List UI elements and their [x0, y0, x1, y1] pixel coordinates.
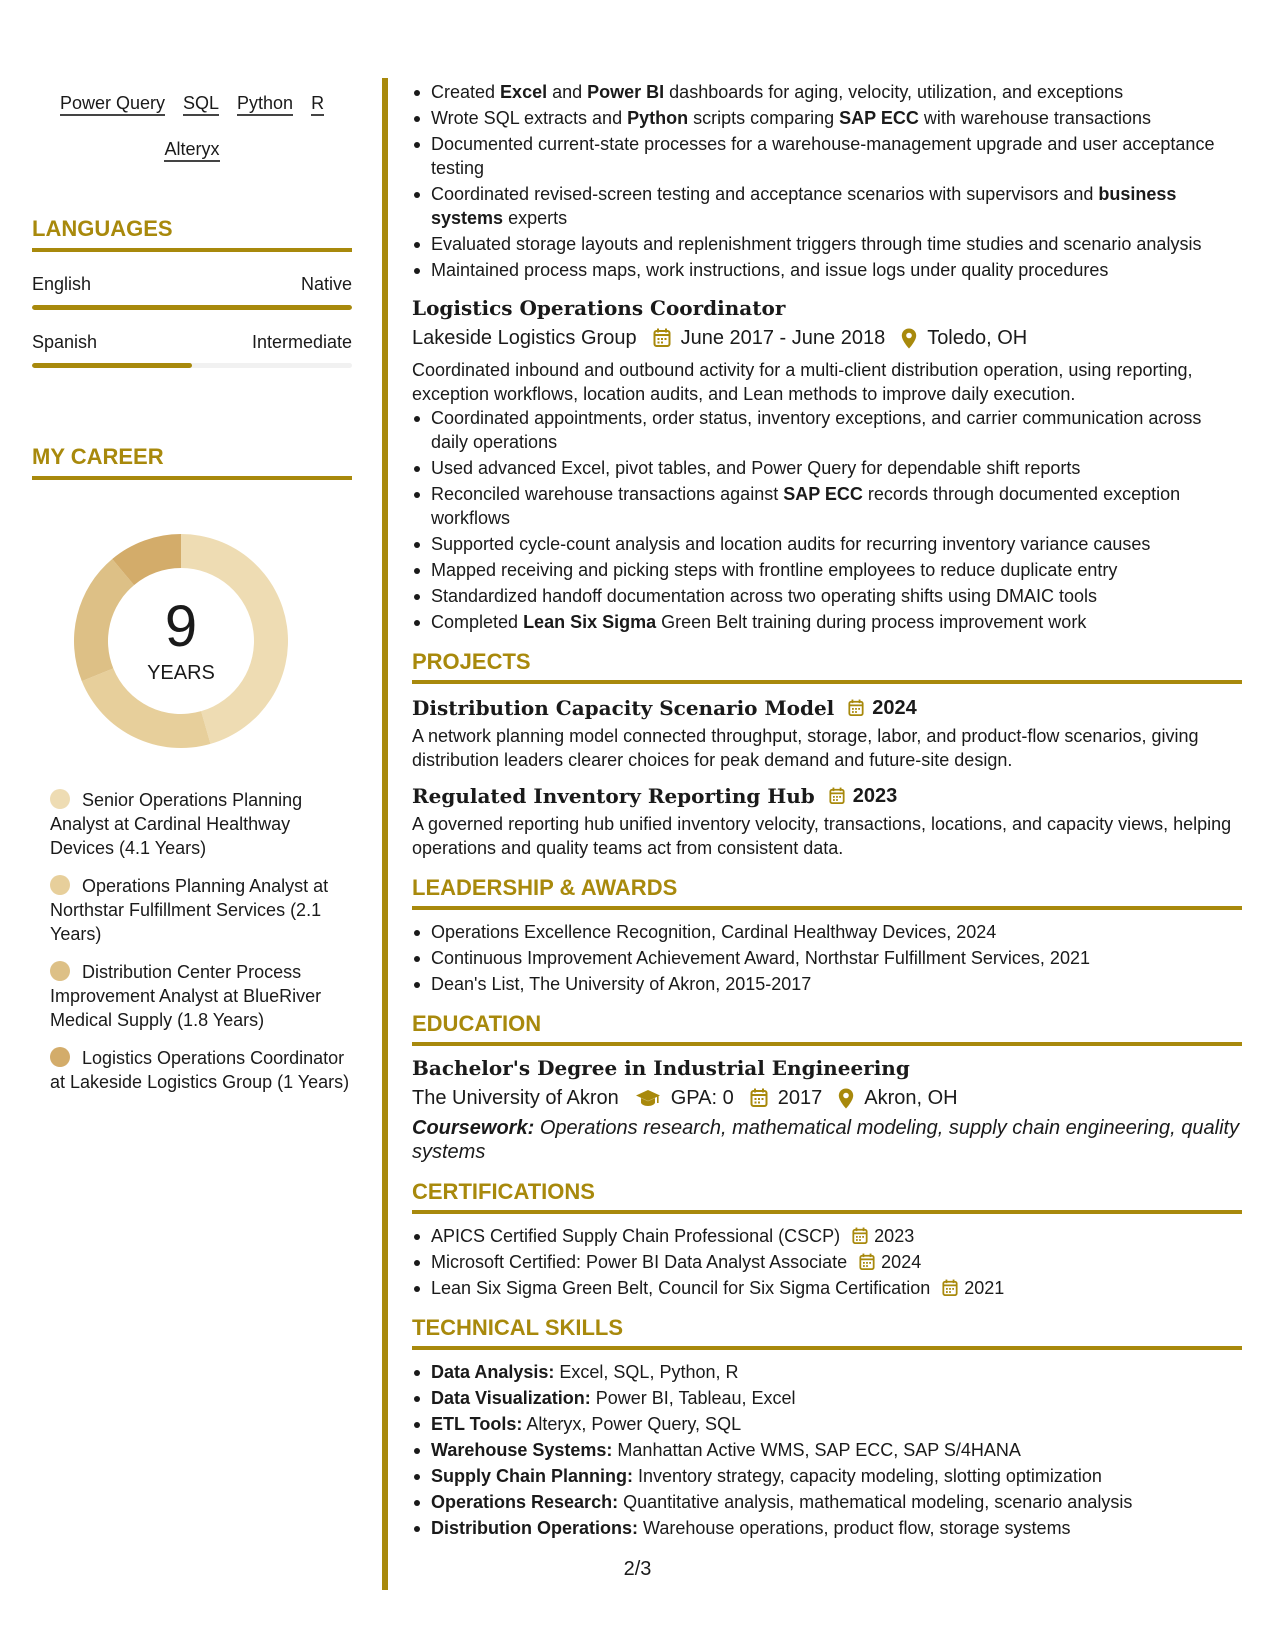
certification-year: 2021 [964, 1278, 1005, 1298]
right-column [412, 80, 1242, 1542]
job-description: Coordinated inbound and outbound activity for a multi-client distribution operation, using reporting, exception workflows, location audits, and Lean methods to improve daily execution. [412, 360, 1193, 404]
skill-category: Data Analysis: [431, 1362, 555, 1382]
skill-category: Operations Research: [431, 1492, 619, 1512]
language-name: Spanish [32, 332, 98, 352]
bullet-text: Reconciled warehouse transactions against [431, 484, 784, 504]
language-level: Intermediate [251, 332, 352, 352]
coursework-label: Coursework: [412, 1117, 535, 1139]
education-meta [412, 1086, 1242, 1110]
language-name: English [32, 274, 92, 294]
language-bar-fill [32, 363, 192, 368]
language-bar [32, 305, 352, 310]
calendar-icon [829, 787, 845, 805]
job-bullet [412, 482, 1242, 530]
bullet-text: Lean Six Sigma [523, 612, 657, 632]
skill-category: Warehouse Systems: [431, 1440, 613, 1460]
experience-bullet [412, 80, 1242, 104]
certifications-title: CERTIFICATIONS [412, 1180, 1242, 1214]
project-item [412, 784, 1242, 860]
skill-values: Power BI, Tableau, Excel [595, 1388, 796, 1408]
certification-item [412, 1224, 1242, 1248]
project-name: Regulated Inventory Reporting Hub [412, 784, 815, 808]
certification-item [412, 1250, 1242, 1274]
projects-list [412, 696, 1242, 860]
language-item [32, 274, 352, 310]
technical-skills-title: TECHNICAL SKILLS [412, 1316, 1242, 1350]
bullet-text: Green Belt training during process improvement work [656, 612, 1087, 632]
technical-skill-item [412, 1464, 1242, 1488]
job-bullet [412, 584, 1242, 608]
legend-item [50, 1046, 352, 1094]
certifications-list [412, 1224, 1242, 1300]
project-year: 2024 [872, 697, 917, 719]
school-location: Akron, OH [864, 1087, 958, 1109]
bullet-text: records through documented exception workflows [431, 484, 1181, 528]
certification-name: APICS Certified Supply Chain Professional (CSCP) [431, 1226, 841, 1246]
project-item [412, 696, 1242, 772]
skill-values: Alteryx, Power Query, SQL [526, 1414, 742, 1434]
language-bar-fill [32, 305, 352, 310]
bullet-text: Power BI [587, 82, 665, 102]
calendar-icon [852, 1227, 868, 1245]
legend-item [50, 788, 352, 860]
job-title: Logistics Operations Coordinator [412, 296, 786, 320]
job-bullet [412, 610, 1242, 634]
certification-name: Lean Six Sigma Green Belt, Council for Six Sigma Certification [431, 1278, 931, 1298]
gpa: GPA: 0 [670, 1087, 734, 1109]
job-meta [412, 326, 1242, 350]
skill-tag: SQL [183, 92, 219, 116]
award-item: Operations Excellence Recognition, Cardinal Healthway Devices, 2024 [412, 920, 1242, 944]
coursework-text: Operations research, mathematical modeling, supply chain engineering, quality systems [412, 1117, 1240, 1163]
project-description: A network planning model connected throughput, storage, labor, and product-flow scenarios, giving distribution leaders clearer choices for peak demand and future-site design. [412, 726, 1199, 770]
projects-title: PROJECTS [412, 650, 1242, 684]
job-bullet [412, 406, 1242, 454]
bullet-text: Documented current-state processes for a warehouse-management upgrade and user acceptance testing [431, 134, 1215, 178]
job-dates: June 2017 - June 2018 [680, 327, 886, 349]
legend-item [50, 874, 352, 946]
award-item: Continuous Improvement Achievement Award, Northstar Fulfillment Services, 2021 [412, 946, 1242, 970]
experience-bullet [412, 232, 1242, 256]
bullet-text: Maintained process maps, work instructions, and issue logs under quality procedures [431, 260, 1109, 280]
career-total: 9 [164, 593, 198, 659]
career-legend [32, 788, 352, 1094]
skill-values: Inventory strategy, capacity modeling, slotting optimization [638, 1466, 1102, 1486]
certification-row [431, 1224, 1242, 1248]
experience-bullet [412, 258, 1242, 282]
skill-values: Excel, SQL, Python, R [559, 1362, 739, 1382]
legend-dot [50, 961, 70, 981]
skill-tag: Power Query [60, 92, 165, 116]
bullet-text: business systems [431, 184, 1177, 228]
bullet-text: Wrote SQL extracts and [431, 108, 628, 128]
experience-bullet [412, 132, 1242, 180]
legend-dot [50, 789, 70, 809]
left-column [32, 80, 352, 1108]
skill-category: Supply Chain Planning: [431, 1466, 633, 1486]
skill-tags [32, 80, 352, 172]
certification-row [431, 1250, 1242, 1274]
languages-title: LANGUAGES [32, 216, 352, 252]
career-donut [66, 526, 296, 756]
location-pin-icon [838, 1088, 854, 1109]
legend-label: Logistics Operations Coordinator at Lakeside Logistics Group (1 Years) [50, 1048, 350, 1092]
project-description: A governed reporting hub unified inventory velocity, transactions, locations, and capacity views, helping operations and quality teams act from consistent data. [412, 814, 1232, 858]
coursework [412, 1116, 1242, 1164]
calendar-icon [859, 1253, 875, 1271]
certification-year: 2024 [881, 1252, 922, 1272]
awards-title: LEADERSHIP & AWARDS [412, 876, 1242, 910]
graduation-cap-icon [635, 1089, 661, 1107]
job-company: Lakeside Logistics Group [412, 327, 637, 349]
bullet-text: with warehouse transactions [918, 108, 1151, 128]
legend-label: Distribution Center Process Improvement Analyst at BlueRiver Medical Supply (1.8 Years) [50, 962, 322, 1030]
certification-item [412, 1276, 1242, 1300]
bullet-text: SAP ECC [839, 108, 919, 128]
skill-tag: Alteryx [164, 138, 219, 162]
skill-values: Manhattan Active WMS, SAP ECC, SAP S/4HANA [617, 1440, 1021, 1460]
skill-tag: Python [237, 92, 293, 116]
calendar-icon [942, 1279, 958, 1297]
job-bullet [412, 456, 1242, 480]
award-item: Dean's List, The University of Akron, 2015-2017 [412, 972, 1242, 996]
bullet-text: Python [627, 108, 689, 128]
bullet-text: Mapped receiving and picking steps with frontline employees to reduce duplicate entry [431, 560, 1118, 580]
job-bullets [412, 406, 1242, 634]
technical-skill-item [412, 1516, 1242, 1540]
skill-tag: R [311, 92, 324, 116]
bullet-text: Evaluated storage layouts and replenishment triggers through time studies and scenario analysis [431, 234, 1202, 254]
technical-skill-item [412, 1360, 1242, 1384]
language-item [32, 332, 352, 368]
technical-skill-item [412, 1412, 1242, 1436]
technical-skill-item [412, 1490, 1242, 1514]
bullet-text: experts [503, 208, 568, 228]
legend-dot [50, 875, 70, 895]
technical-skill-item [412, 1386, 1242, 1410]
technical-skills-list [412, 1360, 1242, 1540]
career-title: MY CAREER [32, 444, 352, 480]
legend-item [50, 960, 352, 1032]
calendar-icon [848, 699, 864, 717]
project-year: 2023 [852, 785, 898, 807]
project-title [412, 784, 1242, 808]
experience-bullet [412, 182, 1242, 230]
location-pin-icon [901, 328, 917, 349]
language-bar [32, 363, 352, 368]
job-bullet [412, 558, 1242, 582]
calendar-icon [653, 328, 671, 348]
certification-year: 2023 [874, 1226, 915, 1246]
bullet-text: dashboards for aging, velocity, utilization, and exceptions [664, 82, 1124, 102]
bullet-text: Standardized handoff documentation across two operating shifts using DMAIC tools [431, 586, 1098, 606]
bullet-text: scripts comparing [688, 108, 840, 128]
legend-label: Senior Operations Planning Analyst at Cardinal Healthway Devices (4.1 Years) [50, 790, 303, 858]
bullet-text: Created [431, 82, 501, 102]
job-location: Toledo, OH [927, 327, 1028, 349]
graduation-year: 2017 [777, 1087, 823, 1109]
certification-name: Microsoft Certified: Power BI Data Analyst Associate [431, 1252, 848, 1272]
job-bullet [412, 532, 1242, 556]
skill-values: Warehouse operations, product flow, storage systems [643, 1518, 1071, 1538]
column-divider [382, 78, 388, 1590]
project-title [412, 696, 1242, 720]
bullet-text: Coordinated appointments, order status, inventory exceptions, and carrier communication across daily operations [431, 408, 1202, 452]
bullet-text: and [547, 82, 588, 102]
language-level: Native [300, 274, 352, 294]
bullet-text: SAP ECC [783, 484, 863, 504]
skill-values: Quantitative analysis, mathematical modeling, scenario analysis [623, 1492, 1133, 1512]
bullet-text: Supported cycle-count analysis and location audits for recurring inventory variance causes [431, 534, 1151, 554]
experience-bullets [412, 80, 1242, 282]
bullet-text: Coordinated revised-screen testing and acceptance scenarios with supervisors and [431, 184, 1099, 204]
certification-row [431, 1276, 1242, 1300]
bullet-text: Completed [431, 612, 524, 632]
skill-category: Data Visualization: [431, 1388, 591, 1408]
page-number: 2/3 [623, 1558, 652, 1580]
skill-category: Distribution Operations: [431, 1518, 638, 1538]
education-title: EDUCATION [412, 1012, 1242, 1046]
legend-dot [50, 1047, 70, 1067]
legend-label: Operations Planning Analyst at Northstar Fulfillment Services (2.1 Years) [50, 876, 329, 944]
awards-list [412, 920, 1242, 996]
project-name: Distribution Capacity Scenario Model [412, 696, 835, 720]
bullet-text: Excel [500, 82, 548, 102]
calendar-icon [750, 1088, 768, 1108]
skill-category: ETL Tools: [431, 1414, 523, 1434]
experience-bullet [412, 106, 1242, 130]
technical-skill-item [412, 1438, 1242, 1462]
degree: Bachelor's Degree in Industrial Engineering [412, 1056, 910, 1080]
school-name: The University of Akron [412, 1087, 619, 1109]
career-unit: YEARS [147, 661, 215, 684]
bullet-text: Used advanced Excel, pivot tables, and Power Query for dependable shift reports [431, 458, 1081, 478]
